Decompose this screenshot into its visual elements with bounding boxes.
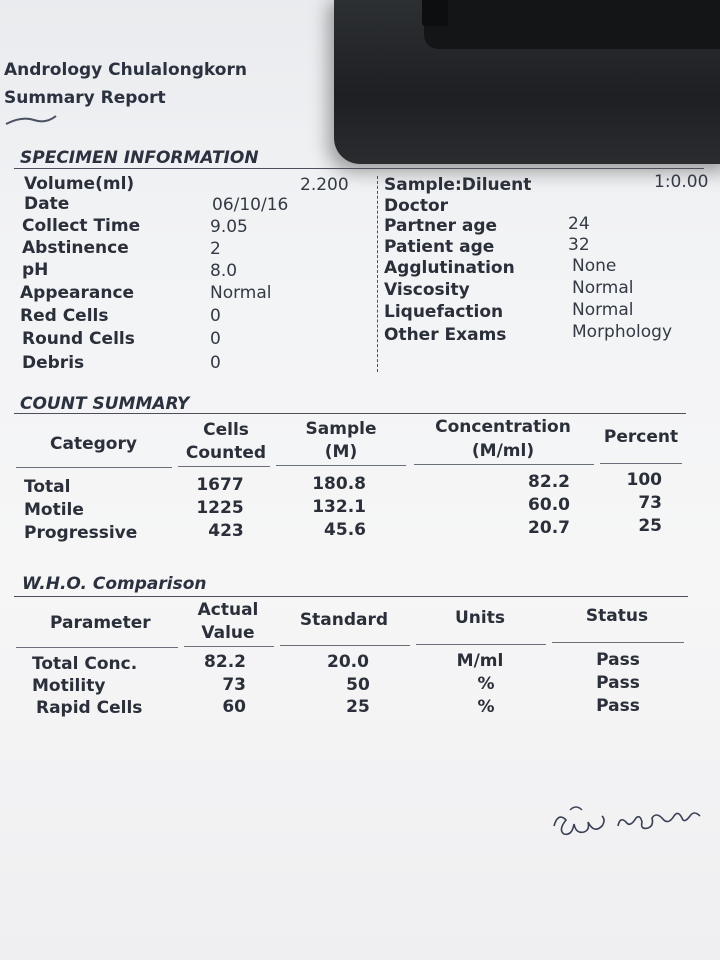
who-header-status: Status	[585, 606, 649, 626]
specimen-column-separator	[377, 176, 378, 372]
viscosity-value: Normal	[572, 278, 634, 298]
count-col-rule-5	[600, 463, 682, 464]
who-row-rapid-cells-status: Pass	[596, 696, 640, 716]
handwritten-signature	[548, 796, 720, 844]
sample-diluent-label: Sample:Diluent	[384, 175, 532, 195]
other-exams-label: Other Exams	[384, 325, 507, 345]
count-row-motile-sample: 132.1	[312, 497, 366, 517]
who-header-value: Value	[201, 623, 255, 643]
who-header-standard: Standard	[299, 610, 389, 630]
liquefaction-value: Normal	[572, 300, 634, 320]
ph-label: pH	[22, 260, 49, 280]
agglutination-label: Agglutination	[384, 258, 515, 278]
count-col-rule-4	[414, 464, 594, 465]
count-header-percent: Percent	[603, 427, 679, 447]
liquefaction-label: Liquefaction	[384, 302, 504, 322]
who-row-rapid-cells-standard: 25	[346, 697, 370, 717]
ph-value: 8.0	[210, 261, 238, 281]
appearance-value: Normal	[210, 283, 272, 303]
red-cells-value: 0	[210, 306, 221, 326]
who-col-rule-2	[184, 646, 274, 647]
count-col-rule-1	[16, 467, 172, 468]
count-row-progressive-concentration: 20.7	[528, 518, 570, 538]
printer-device	[334, 0, 720, 164]
debris-value: 0	[210, 353, 221, 373]
count-row-total-cells: 1677	[196, 475, 244, 495]
viscosity-label: Viscosity	[384, 280, 470, 300]
specimen-divider	[14, 168, 704, 169]
who-row-motility-parameter: Motility	[32, 676, 106, 696]
who-section-title: W.H.O. Comparison	[22, 574, 207, 594]
abstinence-label: Abstinence	[22, 238, 129, 258]
who-row-rapid-cells-parameter: Rapid Cells	[36, 698, 143, 718]
report-title: Andrology Chulalongkorn	[4, 60, 247, 80]
volume-value: 2.200	[300, 175, 349, 195]
who-col-rule-5	[552, 642, 684, 643]
appearance-label: Appearance	[20, 283, 135, 303]
who-col-rule-4	[416, 644, 546, 645]
count-row-progressive-category: Progressive	[24, 523, 138, 543]
count-summary-title: COUNT SUMMARY	[20, 394, 190, 414]
count-col-rule-2	[178, 466, 270, 467]
who-divider	[14, 596, 688, 597]
abstinence-value: 2	[210, 239, 221, 259]
debris-label: Debris	[22, 353, 85, 373]
who-row-total-conc-status: Pass	[596, 650, 640, 670]
count-row-motile-cells: 1225	[196, 498, 244, 518]
report-subtitle: Summary Report	[4, 88, 166, 108]
who-row-total-conc-units: M/ml	[456, 651, 504, 671]
specimen-section-title: SPECIMEN INFORMATION	[20, 148, 259, 168]
patient-age-value: 32	[568, 235, 590, 255]
who-col-rule-3	[280, 645, 410, 646]
count-row-motile-category: Motile	[24, 500, 84, 520]
volume-label: Volume(ml)	[24, 174, 135, 194]
who-row-rapid-cells-units: %	[477, 697, 495, 717]
who-header-units: Units	[455, 608, 505, 628]
count-row-progressive-sample: 45.6	[324, 520, 366, 540]
partner-age-label: Partner age	[384, 216, 498, 236]
count-row-total-concentration: 82.2	[528, 472, 570, 492]
count-row-total-sample: 180.8	[312, 474, 366, 494]
count-row-motile-concentration: 60.0	[528, 495, 570, 515]
count-row-total-percent: 100	[626, 470, 662, 490]
who-row-total-conc-standard: 20.0	[327, 652, 369, 672]
date-label: Date	[24, 194, 70, 214]
round-cells-value: 0	[210, 329, 221, 349]
partner-age-value: 24	[568, 214, 590, 234]
count-header-cells: Cells	[203, 420, 249, 440]
count-summary-divider	[14, 413, 686, 414]
sample-diluent-value: 1:0.00	[654, 172, 709, 192]
who-row-motility-status: Pass	[596, 673, 640, 693]
count-header-sample-unit: (M)	[324, 442, 358, 462]
who-row-total-conc-parameter: Total Conc.	[32, 654, 138, 674]
collect-time-label: Collect Time	[22, 216, 141, 236]
count-header-concentration-unit: (M/ml)	[471, 441, 535, 461]
printer-slot	[424, 0, 720, 49]
count-row-motile-percent: 73	[638, 493, 662, 513]
count-header-concentration: Concentration	[435, 417, 571, 437]
count-header-category: Category	[50, 434, 137, 454]
round-cells-label: Round Cells	[22, 329, 135, 349]
agglutination-value: None	[572, 256, 617, 276]
doctor-label: Doctor	[384, 196, 449, 216]
patient-age-label: Patient age	[384, 237, 495, 257]
count-row-total-category: Total	[24, 477, 71, 497]
count-header-counted: Counted	[185, 443, 267, 463]
date-value: 06/10/16	[212, 195, 289, 215]
who-header-parameter: Parameter	[50, 613, 151, 633]
printer-knob	[422, 0, 448, 26]
who-row-motility-actual: 73	[222, 675, 246, 695]
count-header-sample: Sample	[305, 419, 377, 439]
who-col-rule-1	[16, 647, 178, 648]
red-cells-label: Red Cells	[20, 306, 109, 326]
other-exams-value: Morphology	[572, 322, 672, 342]
who-row-motility-units: %	[477, 674, 495, 694]
count-col-rule-3	[276, 465, 406, 466]
count-row-progressive-cells: 423	[208, 521, 244, 541]
who-row-rapid-cells-actual: 60	[222, 697, 246, 717]
who-row-motility-standard: 50	[346, 675, 370, 695]
who-header-actual: Actual	[197, 600, 259, 620]
pen-mark-icon	[4, 110, 64, 130]
count-row-progressive-percent: 25	[638, 516, 662, 536]
collect-time-value: 9.05	[210, 217, 248, 237]
who-row-total-conc-actual: 82.2	[204, 652, 246, 672]
